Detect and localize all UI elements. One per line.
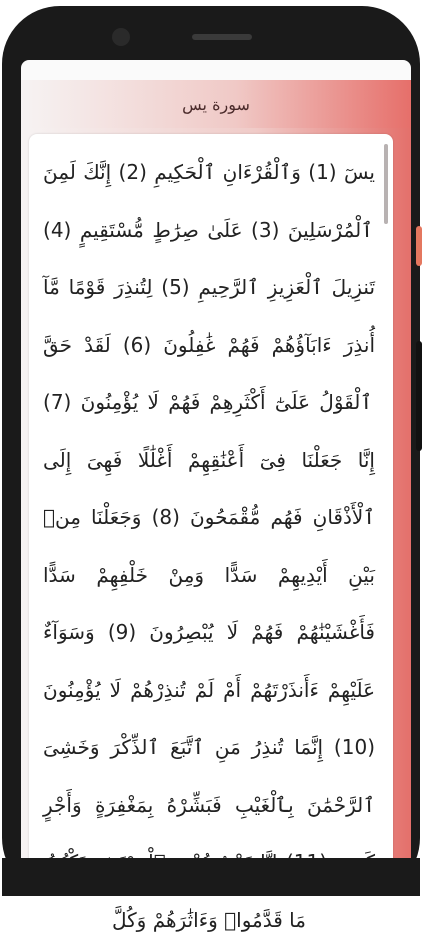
verse: عَلَىٰ صِرَٰطٍ مُّسْتَقِيمٍ (4) [43, 217, 243, 242]
verse: وَٱلْقُرْءَانِ ٱلْحَكِيمِ (2) [118, 160, 301, 184]
verse-number: (5) [161, 275, 190, 299]
scrollbar[interactable] [384, 144, 388, 224]
verse: لَقَدْ حَقَّ ٱلْقَوْلُ عَلَىٰٓ أَكْثَرِهِمْ فَهُمْ لَا يُؤْمِنُونَ (7) [43, 332, 373, 414]
volume-button[interactable] [416, 341, 422, 451]
verse: إِنَّكَ لَمِنَ ٱلْمُرْسَلِينَ (3) [43, 160, 373, 242]
verse-number: (4) [43, 217, 72, 242]
verse: وَجَعَلْنَا مِنۢ بَيْنِ أَيْدِيهِمْ سَدًّا وَمِنْ خَلْفِهِمْ سَدًّا فَأَغْشَيْنَٰهُمْ فَهُمْ لَا يُبْصِرُونَ (9) [43, 505, 375, 644]
verse: تَنزِيلَ ٱلْعَزِيزِ ٱلرَّحِيمِ (5) [161, 275, 376, 299]
verses-text [43, 144, 375, 949]
verse-number: (2) [118, 160, 147, 184]
content-area [21, 128, 411, 932]
phone-frame [2, 6, 420, 932]
verse-number: (3) [251, 217, 280, 242]
verse-number: (9) [107, 620, 137, 644]
earpiece-speaker [192, 34, 252, 40]
verse: وَسَوَآءٌ عَلَيْهِمْ ءَأَنذَرْتَهُمْ أَمْ لَمْ تُنذِرْهُمْ لَا يُؤْمِنُونَ (10) [43, 620, 375, 759]
phone-bottom-bezel [2, 858, 420, 896]
verse: لِتُنذِرَ قَوْمًا مَّآ أُنذِرَ ءَابَآؤُهُمْ فَهُمْ غَٰفِلُونَ (6) [43, 275, 376, 357]
power-button[interactable] [416, 226, 422, 266]
verse: مَا قَدَّمُوا۟ وَءَاثَٰرَهُمْ وَكُلَّ [112, 907, 306, 932]
verse-number: (10) [333, 735, 375, 759]
app-bar [21, 80, 411, 128]
verse-number: (7) [43, 390, 72, 414]
verse: يسٓ (1) [308, 160, 376, 184]
verses-card[interactable] [29, 134, 393, 932]
verse-number: (1) [308, 160, 337, 184]
verse: إِنَّا جَعَلْنَا فِىٓ أَعْنَٰقِهِمْ أَغْلَٰلًا فَهِىَ إِلَى ٱلْأَذْقَانِ فَهُم مُّقْمَحُونَ (8) [43, 447, 376, 529]
front-camera [112, 28, 130, 46]
surah-title: سورة يس [182, 94, 250, 114]
app-screen [21, 60, 411, 932]
verse: إِنَّمَا تُنذِرُ مَنِ ٱتَّبَعَ ٱلذِّكْرَ وَخَشِىَ ٱلرَّحْمَٰنَ بِٱلْغَيْبِ فَبَشِّرْهُ بِمَغْفِرَةٍ وَأَجْرٍ [43, 735, 375, 874]
verse-number: (6) [122, 332, 152, 357]
verse-number: (8) [151, 505, 180, 529]
